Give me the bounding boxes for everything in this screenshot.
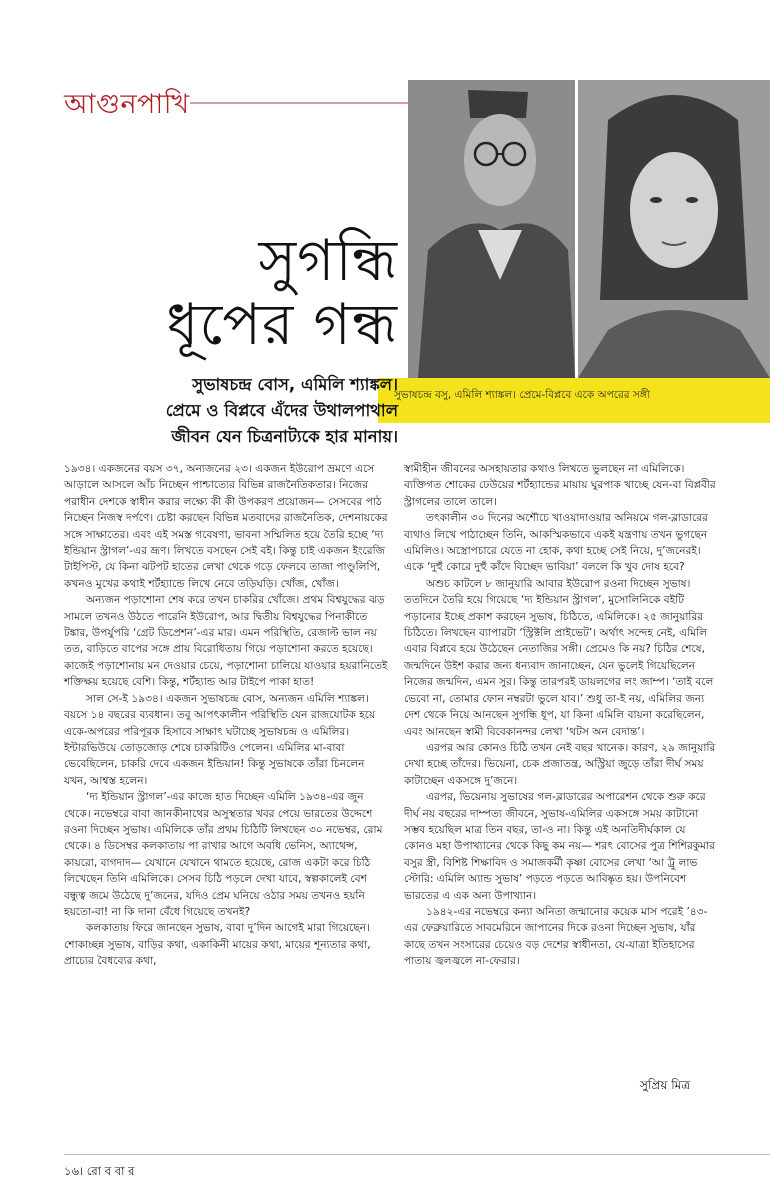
photo-subhas-bose <box>408 80 575 378</box>
paragraph: অন্যজন পড়াশোনা শেষ করে তখন চাকরির খোঁজে। প্রথম বিশ্বযুদ্ধের ঝড় সামলে তখনও উঠতে পারেনি ইউরোপ, আর দ্বিতীয় বিশ্বযুদ্ধের পিনাকীতে টঙ্কার, উপর্যুপরি ‘গ্রেট ডিপ্রেশন’-এর মার। এমন পরিস্থিতি, রেজাল্ট ভাল নয় তত, বাড়িতে বাপের সঙ্গে প্রায় বিরোধিতায় গিয়ে পড়াশোনা করতে হয়েছে। কাজেই পড়াশোনায় মন দেওয়ার চেয়ে, পড়াশোনা চালিয়ে যাওয়ার হয়রানিতেই শক্তিক্ষয় হয়েছে বেশি। কিন্তু, শর্টহ্যান্ড আর টাইপে পাকা হাত! <box>64 594 388 689</box>
paragraph: সাল সে-ই ১৯৩৪। একজন সুভাষচন্দ্র বোস, অন্যজন এমিলি শ্যাঙ্কল। বয়সে ১৪ বছরের ব্যবধান। তবু আপৎকালীন পরিস্থিতি যেন রাজযোটক হয়ে একে-অপরের পরিপূরক হিসাবে সাক্ষাৎ ঘটাচ্ছে সুভাষচন্দ্র ও এমিলির। ইন্টারভিউয়ে তোড়জোড় শেষে চাকরিটিও পেলেন। এমিলির মা-বাবা ভেবেছিলেন, চাকরি দেবে একজন ইন্ডিয়ান! কিন্তু সুভাষকে তাঁরা চিনলেন যখন, আশ্বস্ত হলেন। <box>64 692 376 787</box>
portrait-illustration <box>408 80 575 378</box>
article-column-left <box>64 461 390 970</box>
headline-line-1: সুগন্ধি <box>258 228 398 294</box>
photo-emilie-schenkl <box>578 80 770 378</box>
paragraph: অশুচ কাটলে ৮ জানুয়ারি আবার ইউরোপ রওনা দিচ্ছেন সুভাষ। ততদিনে তৈরি হয়ে গিয়েছে ‘দ্য ইন্ডিয়ান স্ট্রাগল’, মুসোলিনিকে বইটি পড়ানোর ইচ্ছে প্রকাশ করছেন সুভাষ, চিঠিতে, এমিলিকে। ২৫ জানুয়ারির চিঠিতে। লিখছেন ব্যাপারটা ‘স্ট্রিক্টলি প্রাইভেট’। অর্থাৎ সন্দেহ নেই, এমিলি এবার বিপ্লবে হয়ে উঠেছেন নেতাজির সঙ্গী। প্রেমেও কি নয়? চিঠির শেষে, জন্মদিনে উইশ করার জন্য ধন্যবাদ জানাচ্ছেন, যেন ভুলেই গিয়েছিলেন নিজের জন্মদিন, এমন সুর। কিন্তু তারপরই ডায়লগের লং জাম্প। ‘তাই বলে ভেবো না, তোমার ফোন নম্বরটা ভুলে যাব।’ শুধু তা-ই নয়, এমিলির জন্য দেশ থেকে নিয়ে আনছেন সুগন্ধি ধূপ, যা কিনা এমিলি বায়না করেছিলেন, এবং আনছেন স্বামী বিবেকানন্দর লেখা ‘থটস অন বেদান্ত’। <box>404 577 714 738</box>
dek-line-1: সুভাষচন্দ্র বোস, এমিলি শ্যাঙ্কল। <box>192 375 398 394</box>
portrait-illustration <box>578 80 770 378</box>
paragraph: ১৯৩৪। একজনের বয়স ৩৭, অন্যজনের ২৩। একজন ইউরোপ ভ্রমণে এসে আড়ালে আসলে আঁচ নিচ্ছেন পাশ্চাত্যের বিভিন্ন রাজনৈতিকতার। নিজের পরাধীন দেশকে স্বাধীন করার লক্ষ্যে কী কী উপকরণ প্রয়োজন— সেসবের পাঠ নিচ্ছেন নিজস্ব দর্পণে। চেষ্টা করছেন বিভিন্ন মতবাদের রাজনৈতিক, দেশনায়কের সঙ্গে সাক্ষাতের। এবং এই সমস্ত গবেষণা, ভাবনা সম্মিলিত হয়ে তৈরি হচ্ছে ‘দ্য ইন্ডিয়ান স্ট্রাগল’-এর ভ্রূণ। লিখতে বসছেন সেই বই। কিন্তু চাই একজন ইংরেজি টাইপিস্ট, যে কিনা ঝটপট হাতের লেখা থেকে গড়ে ফেলবে তাজা পাণ্ডুলিপি, কখনও মুখের কথাই শর্টহ্যান্ডে লিখে নেবে তড়িঘড়ি। খোঁজ, খোঁজ। <box>64 463 388 590</box>
dek-line-2: প্রেমে ও বিপ্লবে এঁদের উথালপাথাল <box>165 401 398 420</box>
headline-line-2: ধূপের গন্ধ <box>166 292 398 358</box>
paragraph: ‘দ্য ইন্ডিয়ান স্ট্রাগল’-এর কাজে হাত দিচ্ছেন এমিলি ১৯৩৪-এর জুন থেকে। নভেম্বরে বাবা জানকীনাথের অসুস্থতার খবর পেয়ে ভারতের উদ্দেশে রওনা দিচ্ছেন সুভাষ। এমিলিকে তাঁর প্রথম চিঠিটি লিখছেন ৩০ নভেম্বর, রোম থেকে। ৪ ডিসেম্বর কলকাতায় পা রাখার আগে অবধি ভেনিস, অ্যাথেন্স, কায়রো, বাগদাদ— যেখানে যেখানে থামতে হয়েছে, রোজ একটা করে চিঠি লিখেছেন তিনি এমিলিকে। সেসব চিঠি পড়লে দেখা যাবে, স্বল্পকালেই বেশ বন্ধুত্ব জমে উঠেছে দু’জনের, যদিও প্রেম ঘনিয়ে ওঠার সময় তখনও হয়নি হয়তো-বা! না কি দানা বেঁধে গিয়েছে তখনই? <box>64 791 383 918</box>
dek-line-3: জীবন যেন চিত্রনাট্যকে হার মানায়। <box>171 427 398 446</box>
article-column-right <box>404 461 716 970</box>
section-label: আগুনপাখি <box>64 89 190 120</box>
paragraph: এরপর আর কোনও চিঠি তখন নেই বছর খানেক। কারণ, ২৯ জানুয়ারি দেখা হচ্ছে তাঁদের। ভিয়েনা, চেক প্রজাতন্ত্র, অস্ট্রিয়া জুড়ে তাঁরা দীর্ঘ সময় কাটাচ্ছেন একসঙ্গে দু’জনে। <box>404 741 716 787</box>
paragraph: কলকাতায় ফিরে জানছেন সুভাষ, বাবা দু’দিন আগেই মারা গিয়েছেন। শোকাচ্ছন্ন সুভাষ, বাড়ির কথা, একাকিনী মায়ের কথা, মায়ের শূন্যতার কথা, প্রাচ্যের বৈধব্যের কথা, <box>64 922 371 968</box>
photo-caption: সুভাষচন্দ্র বসু, এমিলি শ্যাঙ্কল। প্রেমে-বিপ্লবে একে অপরের সঙ্গী <box>394 389 650 401</box>
paragraph: স্বামীহীন জীবনের অসহায়তার কথাও লিখতে ভুলছেন না এমিলিকে। ব্যক্তিগত শোকের ঢেউয়ের শর্টহ্যান্ডের মায়ায় ঘুরপাক খাচ্ছে যেন-বা বিপ্লবীর স্ট্রাগলের তালে তালে। <box>404 463 716 508</box>
paragraph: ১৯৪২-এর নভেম্বরে কন্যা অনিতা জন্মানোর কয়েক মাস পরেই ’৪৩-এর ফেব্রুয়ারিতে সাবমেরিনে জাপানের দিকে রওনা দিচ্ছেন সুভাষ, যাঁর কাছে তখন সংসারের চেয়েও বড় দেশের স্বাধীনতা, যে-যাত্রা ইতিহাসের পাতায় জ্বলজ্বলে না-ফেরার। <box>404 905 708 968</box>
byline: সুপ্রিয় মিত্র <box>640 1078 691 1092</box>
paragraph: তৎকালীন ৩০ দিনের অশৌচে খাওয়াদাওয়ার অনিয়মে গল-ব্লাডারের ব্যথাও লিখে পাঠাচ্ছেন তিনি, আকস্মিকভাবে একই যন্ত্রণায় তখন ভুগছেন এমিলিও। অস্ত্রোপচারে যেতে না হোক, কথা হচ্ছে সেই নিয়ে, দু’জনেরই। একে ‘দুহুঁ কোরে দুহুঁ কাঁদে বিচ্ছেদ ভাবিয়া’ বললে কি খুব দোষ হবে? <box>404 512 708 574</box>
folio-rule <box>64 1154 770 1155</box>
page-folio: ১৬। রো ব বা র <box>64 1164 135 1178</box>
section-rule <box>190 102 408 104</box>
paragraph: এরপর, ভিয়েনায় সুভাষের গল-ব্লাডারের অপারেশন থেকে শুরু করে দীর্ঘ নয় বছরের দাম্পত্য জীবনে, সুভাষ-এমিলির একসঙ্গে সময় কাটানো সম্ভব হয়েছিল মাত্র তিন বছর, তা-ও না। কিন্তু এই অনতিদীর্ঘকাল যে কোনও মহা উপাখ্যানের থেকে কিছু কম নয়— শরৎ বোসের পুত্র শিশিরকুমার বসুর স্ত্রী, বিশিষ্ট শিক্ষাবিদ ও সমাজকর্মী কৃষ্ণা বোসের লেখা ‘আ ট্রু লাভ স্টোরি: এমিলি অ্যান্ড সুভাষ’ পড়তে পড়তে আবিষ্কৃত হয়। উপনিবেশ ভারতের এ এক অন্য উপাখ্যান। <box>404 791 715 902</box>
